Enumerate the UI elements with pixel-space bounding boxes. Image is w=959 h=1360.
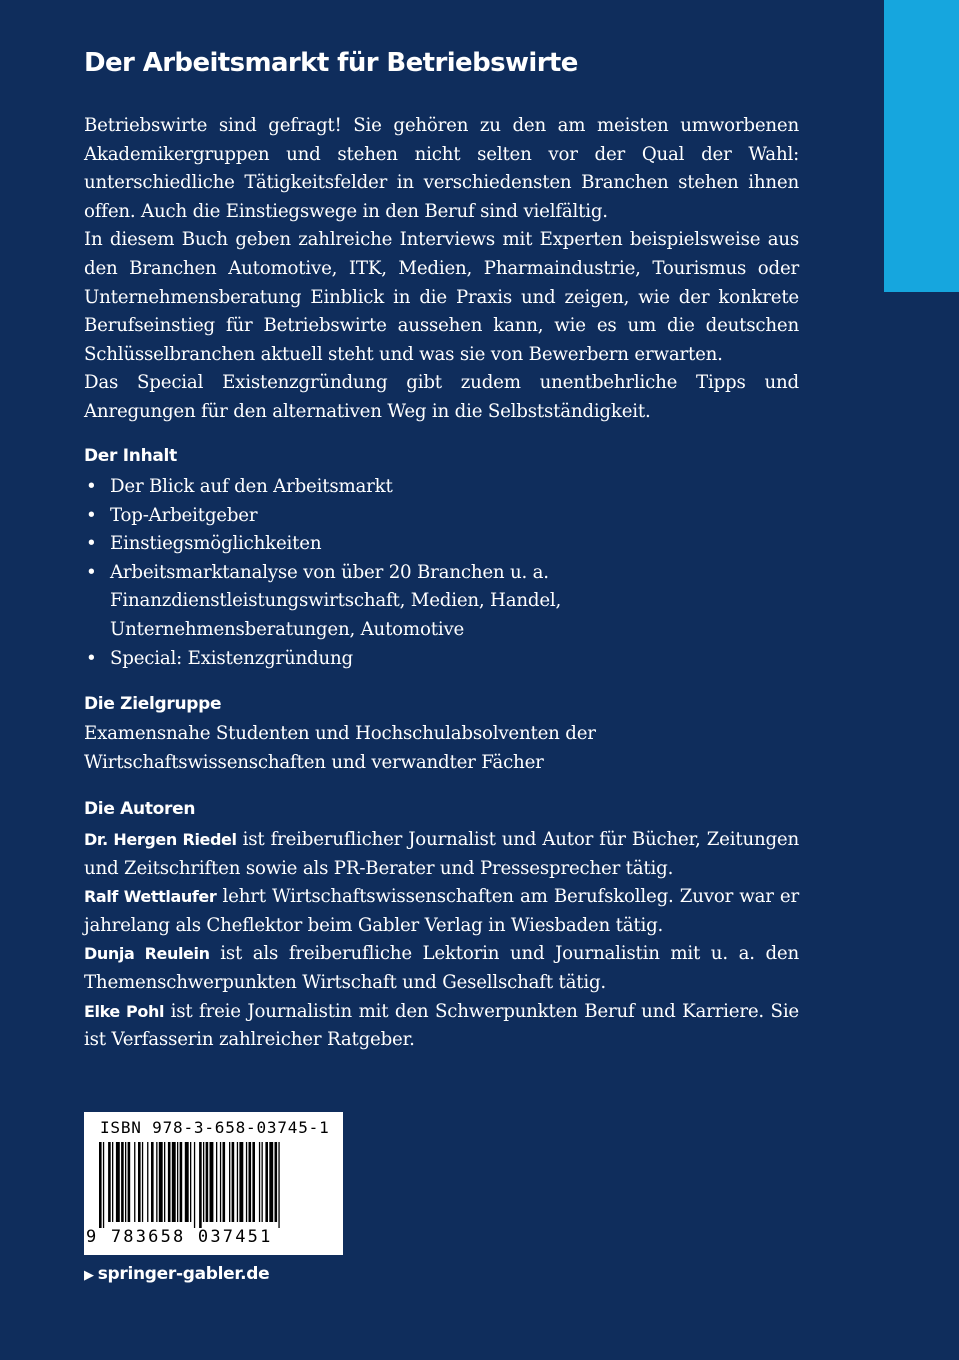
barcode-bar bbox=[108, 1142, 111, 1222]
barcode-bar bbox=[190, 1142, 191, 1222]
barcode-bar bbox=[99, 1142, 102, 1228]
barcode-bar bbox=[265, 1142, 268, 1222]
bullet-icon: • bbox=[86, 504, 97, 526]
barcode-bar bbox=[172, 1142, 176, 1222]
barcode-bar bbox=[180, 1142, 183, 1222]
barcode-bar bbox=[269, 1142, 273, 1222]
barcode-bar bbox=[121, 1142, 124, 1222]
list-item bbox=[84, 559, 799, 645]
intro-paragraph-3: Das Special Existenzgründung gibt zudem unentbehrliche Tipps und Anregungen für den alternativen Weg in die Selbstständigkeit. bbox=[84, 372, 799, 422]
contents-item-1: Der Blick auf den Arbeitsmarkt bbox=[110, 476, 393, 497]
author-bio: ist freie Journalistin mit den Schwerpunkten Beruf und Karriere. Sie ist Verfasserin zahlreicher Ratgeber. bbox=[84, 1000, 799, 1051]
barcode-bar bbox=[194, 1142, 195, 1228]
barcode-bar bbox=[134, 1142, 135, 1222]
author-entry bbox=[84, 998, 799, 1055]
publisher-website[interactable] bbox=[84, 1262, 269, 1288]
intro-text bbox=[84, 112, 799, 427]
book-title: Der Arbeitsmarkt für Betriebswirte bbox=[84, 48, 578, 78]
barcode-bar bbox=[177, 1142, 178, 1222]
target-heading: Die Zielgruppe bbox=[84, 694, 222, 714]
barcode-bar bbox=[206, 1142, 209, 1222]
author-bio: ist als freiberufliche Lektorin und Journalistin mit u. a. den Themenschwerpunkten Wirtschaft und Gesellschaft tätig. bbox=[84, 943, 799, 993]
author-entry bbox=[84, 826, 799, 883]
contents-item-3: Einstiegsmöglichkeiten bbox=[110, 533, 322, 555]
barcode-bar bbox=[249, 1142, 252, 1222]
accent-color-bar bbox=[884, 0, 959, 292]
isbn-barcode-box bbox=[84, 1112, 343, 1255]
list-item bbox=[84, 645, 799, 674]
barcode-bar bbox=[142, 1142, 143, 1222]
contents-item-5: Special: Existenzgründung bbox=[110, 647, 353, 669]
barcode-bar bbox=[125, 1142, 126, 1222]
barcode-bar bbox=[239, 1142, 243, 1222]
author-bio: ist freiberuflicher Journalist und Autor für Bücher, Zeitungen und Zeitschriften sowie als PR-Berater und Pressesprecher tätig. bbox=[84, 829, 799, 879]
barcode-bar bbox=[220, 1142, 221, 1222]
barcode-bar bbox=[116, 1142, 120, 1222]
author-entry bbox=[84, 940, 799, 997]
bullet-icon: • bbox=[86, 533, 97, 555]
author-name: Dr. Hergen Riedel bbox=[84, 830, 237, 849]
barcode-bar bbox=[262, 1142, 263, 1222]
barcode-bar bbox=[252, 1142, 255, 1222]
contents-item-2: Top-Arbeitgeber bbox=[110, 504, 258, 526]
author-name: Dunja Reulein bbox=[84, 944, 210, 964]
contents-item-4-line-2: Finanzdienstleistungswirtschaft, Medien, Handel, bbox=[110, 590, 562, 612]
barcode-bar bbox=[199, 1142, 202, 1228]
authors-list bbox=[84, 826, 799, 1055]
barcode-bar bbox=[138, 1142, 141, 1222]
barcode-bar bbox=[232, 1142, 235, 1222]
contents-item-4-line-3: Unternehmensberatungen, Automotive bbox=[110, 618, 465, 640]
barcode-bar bbox=[210, 1142, 214, 1222]
list-item bbox=[84, 473, 799, 502]
barcode-bar bbox=[103, 1142, 104, 1228]
barcode-bar bbox=[185, 1142, 189, 1222]
barcode-bar bbox=[203, 1142, 204, 1222]
intro-paragraph-2: In diesem Buch geben zahlreiche Interviews mit Experten beispielsweise aus den Branchen Automotive, ITK, Medien, Pharmaindustrie, Tourismus oder Unternehmensberatung Einblick in die Praxis und zeigen, wie der konkrete Berufseinstieg für Betriebswirte aussehen kann, wie es um die deutschen Schlüsselbranchen aktuell steht und was sie von Bewerbern erwarten. bbox=[84, 229, 799, 365]
list-item bbox=[84, 502, 799, 531]
contents-item-4: Arbeitsmarktanalyse von über 20 Branchen u. a. bbox=[110, 561, 549, 583]
barcode-bar bbox=[229, 1142, 230, 1222]
barcode-bar bbox=[156, 1142, 157, 1222]
isbn-digits: 9 783658 037451 bbox=[86, 1227, 273, 1247]
contents-heading: Der Inhalt bbox=[84, 446, 177, 466]
barcode-bar bbox=[246, 1142, 247, 1222]
barcode-bar bbox=[128, 1142, 131, 1222]
bullet-icon: • bbox=[86, 647, 97, 669]
barcode-bar bbox=[259, 1142, 260, 1222]
authors-heading: Die Autoren bbox=[84, 799, 196, 819]
contents-list bbox=[84, 473, 799, 673]
website-url: springer-gabler.de bbox=[97, 1264, 270, 1284]
author-bio: lehrt Wirtschaftswissenschaften am Berufskolleg. Zuvor war er jahrelang als Cheflektor beim Gabler Verlag in Wiesbaden tätig. bbox=[84, 886, 799, 936]
bullet-icon: • bbox=[86, 476, 97, 497]
bullet-icon: • bbox=[86, 561, 97, 583]
author-name: Ralf Wettlaufer bbox=[84, 887, 217, 907]
barcode-bar bbox=[159, 1142, 163, 1222]
barcode-bar bbox=[278, 1142, 279, 1228]
barcode-bar bbox=[164, 1142, 165, 1222]
barcode-bar bbox=[223, 1142, 226, 1222]
barcode-bar bbox=[147, 1142, 148, 1222]
barcode-bar bbox=[237, 1142, 238, 1222]
arrow-right-icon: ▶ bbox=[84, 1268, 94, 1283]
barcode-icon bbox=[99, 1142, 325, 1228]
barcode-bar bbox=[151, 1142, 154, 1222]
author-entry bbox=[84, 883, 799, 940]
barcode-bar bbox=[168, 1142, 171, 1222]
isbn-label: ISBN 978-3-658-03745-1 bbox=[100, 1118, 330, 1137]
author-name: Elke Pohl bbox=[84, 1001, 165, 1021]
barcode-bar bbox=[275, 1142, 278, 1222]
list-item bbox=[84, 530, 799, 559]
barcode-bar bbox=[112, 1142, 113, 1222]
intro-paragraph-1: Betriebswirte sind gefragt! Sie gehören zu den am meisten umworbenen Akademikergruppen und stehen nicht selten vor der Qual der Wahl: unterschiedliche Tätigkeitsfelder in verschiedensten Branchen stehen ihnen offen. Auch die Einstiegswege in den Beruf sind vielfältig. bbox=[84, 115, 799, 222]
target-text: Examensnahe Studenten und Hochschulabsolventen der Wirtschaftswissenschaften und verwandter Fächer bbox=[84, 723, 596, 773]
barcode-bar bbox=[216, 1142, 217, 1222]
